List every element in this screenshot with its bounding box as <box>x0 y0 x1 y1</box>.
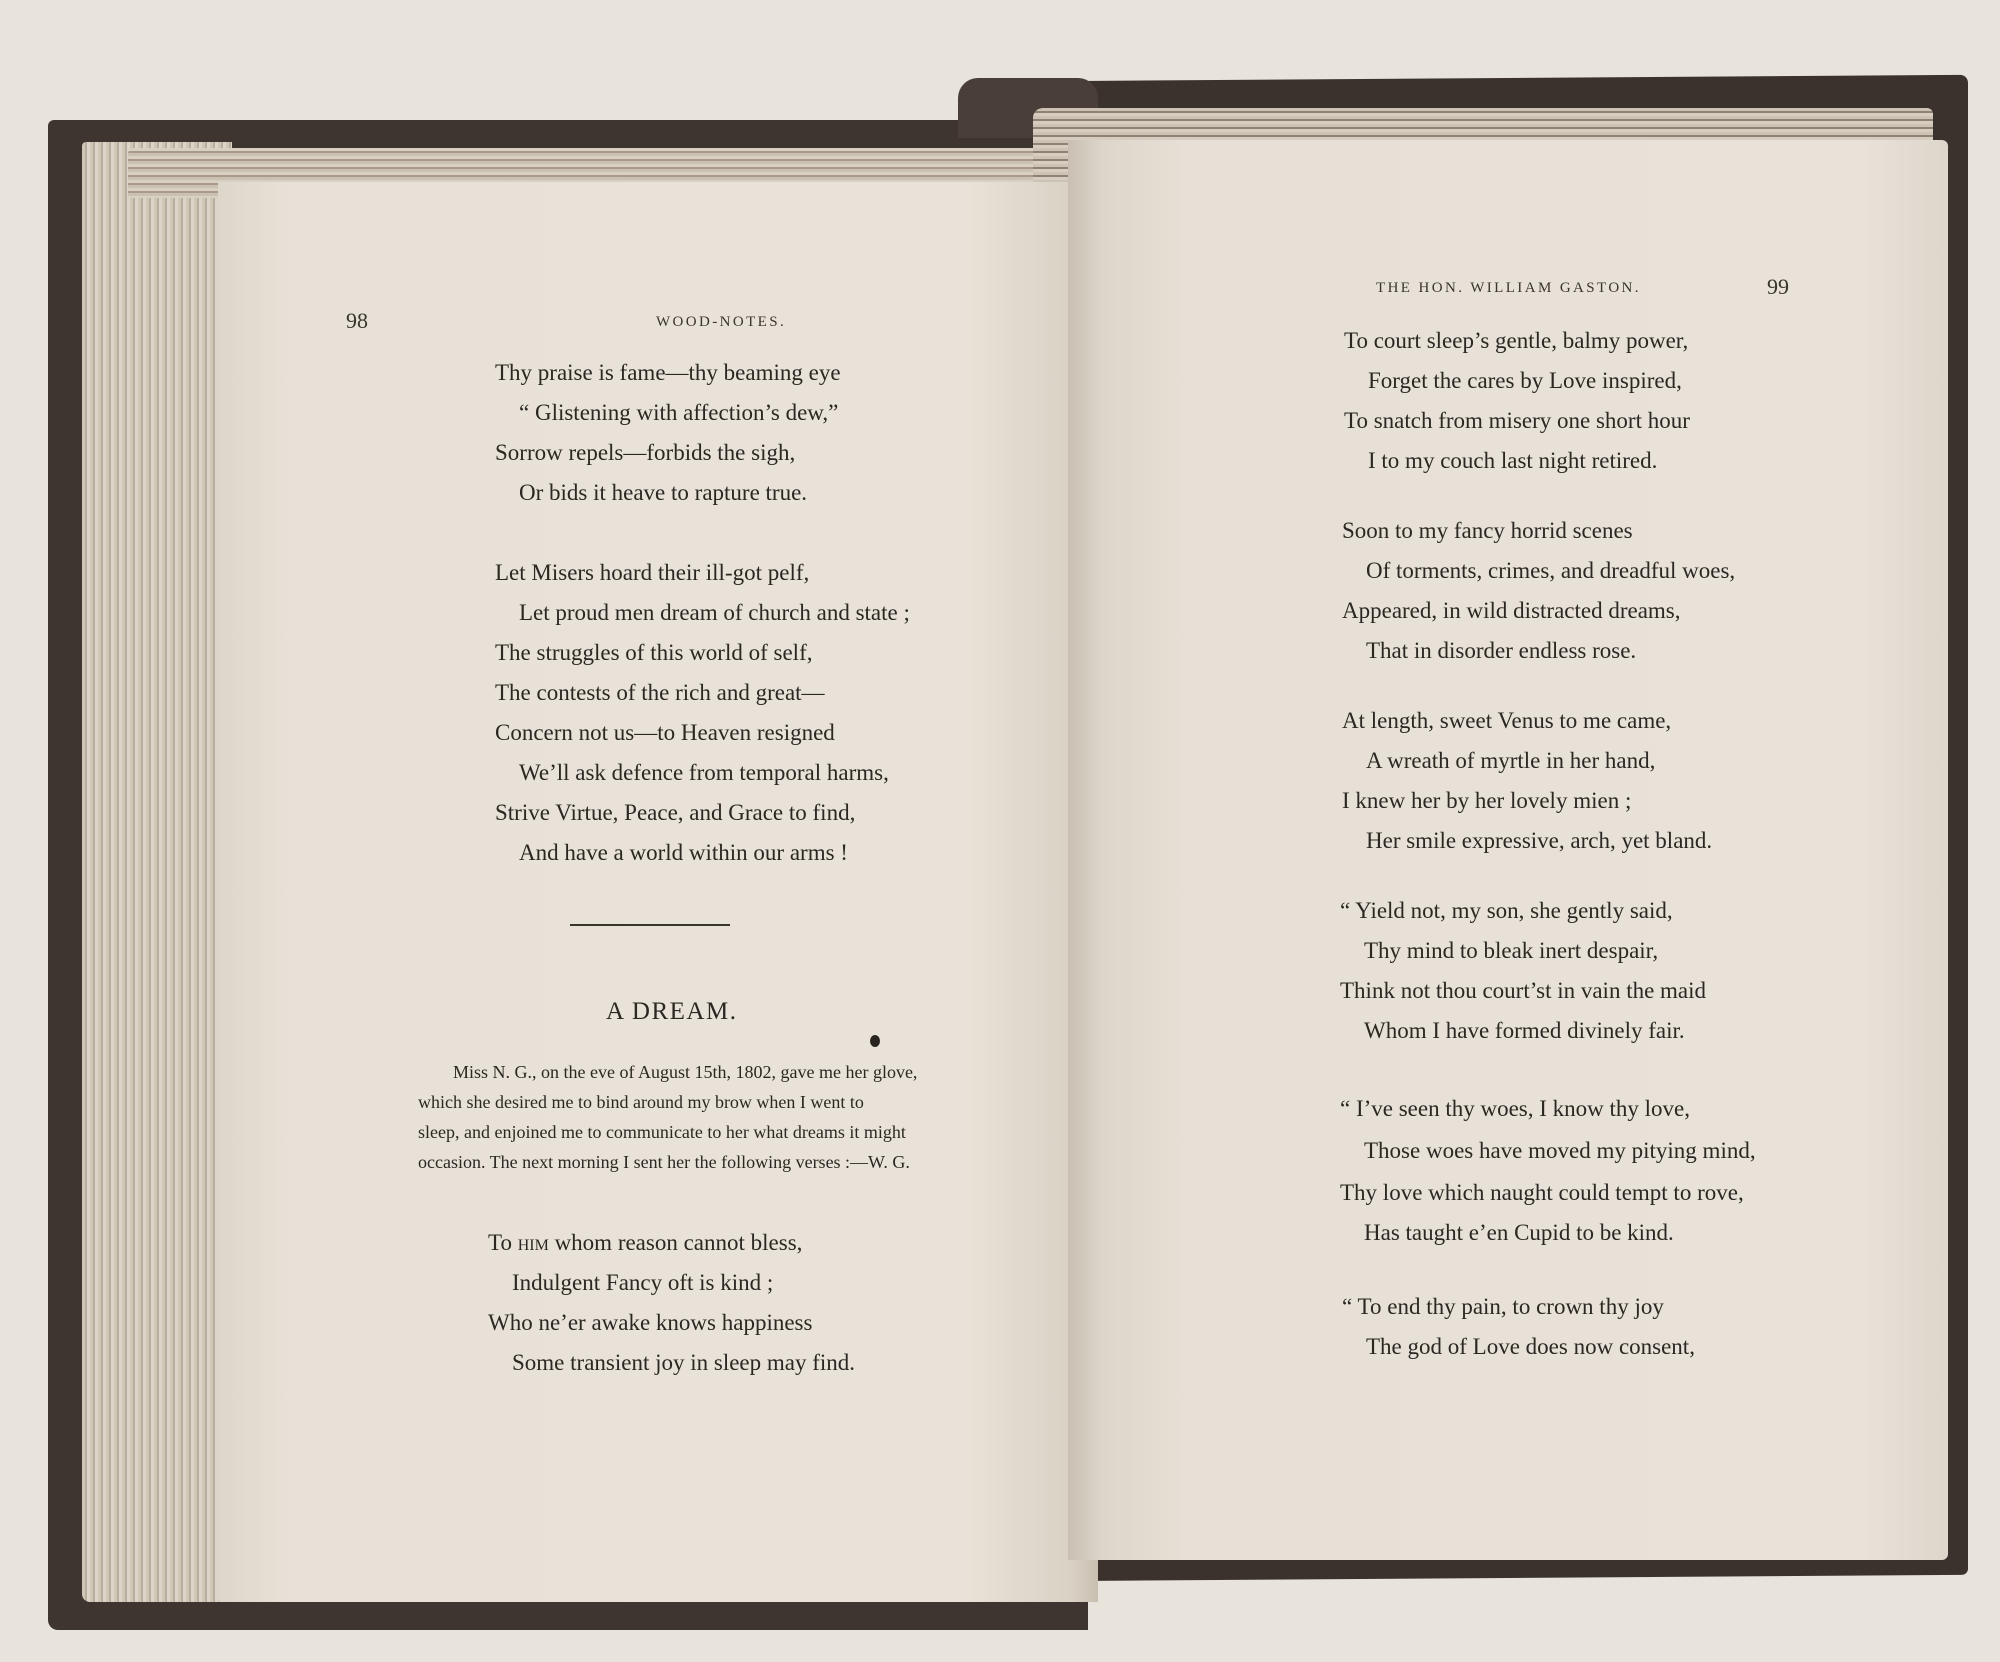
verse-line: “ Yield not, my son, she gently said, <box>1340 898 1673 923</box>
headnote-line: occasion. The next morning I sent her the following verses :—W. G. <box>418 1152 910 1172</box>
verse-line: To snatch from misery one short hour <box>1344 408 1690 433</box>
headnote-line: which she desired me to bind around my brow when I went to <box>418 1092 864 1112</box>
verse-line: Some transient joy in sleep may find. <box>512 1350 856 1375</box>
verse-line: Let Misers hoard their ill-got pelf, <box>495 560 810 585</box>
verse-line: Forget the cares by Love inspired, <box>1368 368 1682 393</box>
verse-line: Appeared, in wild distracted dreams, <box>1342 598 1681 623</box>
right-page <box>1068 140 1948 1560</box>
section-divider <box>570 924 730 926</box>
page-number-right: 99 <box>1767 274 1789 299</box>
verse-line: “ Glistening with affection’s dew,” <box>519 400 839 425</box>
verse-line: To court sleep’s gentle, balmy power, <box>1344 328 1689 353</box>
verse-line: The god of Love does now consent, <box>1366 1334 1695 1359</box>
page-edges-left <box>82 142 232 1602</box>
verse-line: Has taught e’en Cupid to be kind. <box>1364 1220 1674 1245</box>
verse-line: Strive Virtue, Peace, and Grace to find, <box>495 800 856 825</box>
verse-line: Indulgent Fancy oft is kind ; <box>512 1270 774 1295</box>
verse-line: Let proud men dream of church and state ; <box>519 600 910 625</box>
verse-line: Who ne’er awake knows happiness <box>488 1310 813 1335</box>
verse-line: Or bids it heave to rapture true. <box>519 480 808 505</box>
verse-text: To <box>488 1230 518 1255</box>
verse-line: Of torments, crimes, and dreadful woes, <box>1366 558 1736 583</box>
verse-line: “ To end thy pain, to crown thy joy <box>1342 1294 1664 1319</box>
verse-line: We’ll ask defence from temporal harms, <box>519 760 889 785</box>
verse-line: Her smile expressive, arch, yet bland. <box>1366 828 1713 853</box>
verse-line <box>488 1230 802 1256</box>
verse-line: Thy love which naught could tempt to rove, <box>1340 1180 1744 1205</box>
verse-line: Thy praise is fame—thy beaming eye <box>495 360 841 385</box>
verse-line: Concern not us—to Heaven resigned <box>495 720 835 745</box>
poem-title: A DREAM. <box>606 998 738 1025</box>
verse-line: The struggles of this world of self, <box>495 640 813 665</box>
page-number-left: 98 <box>346 308 368 333</box>
running-head-right: THE HON. WILLIAM GASTON. <box>1376 280 1641 296</box>
headnote-line: sleep, and enjoined me to communicate to her what dreams it might <box>418 1122 906 1142</box>
small-caps-word: him <box>517 1230 549 1255</box>
left-page <box>218 182 1098 1602</box>
verse-line: I knew her by her lovely mien ; <box>1342 788 1632 813</box>
verse-line: Soon to my fancy horrid scenes <box>1342 518 1633 543</box>
verse-line: “ I’ve seen thy woes, I know thy love, <box>1340 1096 1691 1121</box>
verse-line: At length, sweet Venus to me came, <box>1342 708 1672 733</box>
verse-line: That in disorder endless rose. <box>1366 638 1637 663</box>
verse-line: Those woes have moved my pitying mind, <box>1364 1138 1756 1163</box>
running-head-left: WOOD-NOTES. <box>656 314 787 330</box>
headnote-line: Miss N. G., on the eve of August 15th, 1802, gave me her glove, <box>453 1062 918 1082</box>
verse-text: whom reason cannot bless, <box>548 1230 803 1255</box>
verse-line: I to my couch last night retired. <box>1368 448 1658 473</box>
verse-line: The contests of the rich and great— <box>495 680 825 705</box>
verse-line: Think not thou court’st in vain the maid <box>1340 978 1707 1003</box>
verse-line: Thy mind to bleak inert despair, <box>1364 938 1659 963</box>
open-book <box>48 78 1968 1638</box>
ink-spot <box>870 1035 880 1047</box>
verse-line: Whom I have formed divinely fair. <box>1364 1018 1685 1043</box>
verse-line: And have a world within our arms ! <box>519 840 848 865</box>
verse-line: Sorrow repels—forbids the sigh, <box>495 440 796 465</box>
verse-line: A wreath of myrtle in her hand, <box>1366 748 1656 773</box>
